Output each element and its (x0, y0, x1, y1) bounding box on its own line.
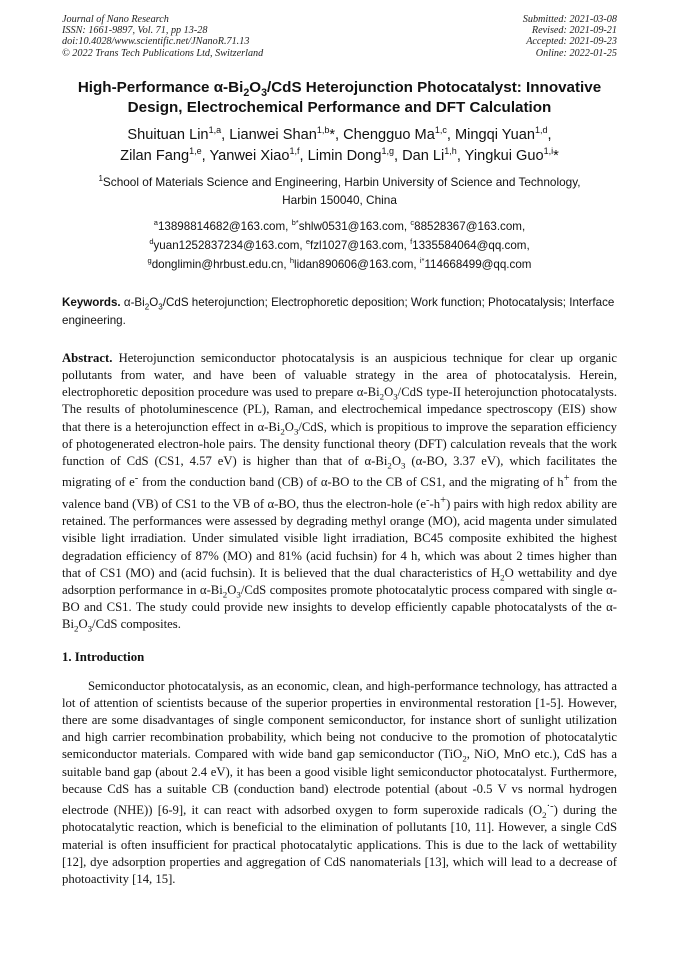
title-part: /CdS Heterojunction Photocatalyst: Innovative (266, 78, 602, 96)
affiliation-line-1: School of Materials Science and Engineering, Harbin University of Science and Technology, (102, 174, 581, 189)
author: Mingqi Yuan$^{1,d}$, (454, 124, 552, 143)
introduction-paragraph: Semiconductor photocatalysis, as an economic, clean, and high-performance technology, has attracted a lot of attention of scientists because of the superior properties in environmental restoration [1-5]. However, there are some disadvantages of single component semiconductor, for instance short of sunlight utilization and high carrier recombination probability, which being not conducive to the promotion of photocatalytic semiconductor materials. Compared with wide band gap semiconductor (TiO$_2$, NiO, MnO etc.), CdS has a suitable band gap (about 2.4 eV), it has been a good visible light semiconductor photocatalyst. Furthermore, because CdS has a suitable CB (conduction band) electrode potential (about -0.5 V vs normal hydrogen electrode (NHE)) [6-9], it can react with adsorbed oxygen to form superoxide radicals $(O_2^{\cdot-})$ during the photocatalytic reaction, which is beneficial to the elimination of pollutants [10, 11]. However, a single CdS material is often insufficient for practical photocatalytic applications. This is due to the lack of wettability [12], dye adsorption properties and aggregation of CdS nanomaterials [13], which will lead to a decrease of photoactivity [14, 15]. (62, 678, 618, 886)
title-subscript: 2 (243, 86, 250, 99)
author: Limin Dong$^{1,g}$, (307, 145, 403, 164)
doi-line[interactable]: doi:10.4028/www.scientific.net/JNanoR.71.13 (62, 36, 250, 48)
email-entry[interactable]: $^a$13898814682@163.com, (153, 217, 292, 233)
affiliation (62, 173, 617, 209)
journal-name: Journal of Nano Research (62, 14, 169, 25)
revised-date: Revised: 2021-09-21 (531, 25, 617, 37)
author: Chengguo Ma$^{1,c}$, (343, 124, 455, 143)
abstract-label: Abstract. (62, 350, 113, 365)
email-entry[interactable]: $^c$88528367@163.com, (410, 217, 526, 233)
copyright-line: © 2022 Trans Tech Publications Ltd, Switzerland (62, 47, 264, 59)
email-entry[interactable]: $^{b*}$shlw0531@163.com, (291, 217, 411, 233)
email-entry[interactable]: $^e$fzl1027@163.com, (305, 236, 411, 252)
author-list (62, 125, 617, 167)
email-entry[interactable]: $^d$yuan1252837234@163.com, (149, 236, 306, 252)
author: Yanwei Xiao$^{1,f}$, (209, 145, 308, 164)
title-part: High-Performance α-Bi (77, 78, 244, 96)
header-left (62, 14, 263, 59)
journal-header (62, 14, 617, 59)
submitted-date: Submitted: 2021-03-08 (522, 14, 617, 25)
keywords-label: Keywords. (62, 295, 121, 309)
email-entry[interactable]: $^g$donglimin@hrbust.edu.cn, (147, 255, 290, 271)
author: Yingkui Guo$^{1,i}$* (464, 145, 559, 164)
title-part: O (249, 78, 262, 96)
email-entry[interactable]: $^{i*}$114668499@qq.com (419, 255, 532, 271)
abstract: Abstract. Heterojunction semiconductor photocatalysis is an auspicious technique for clear up organic pollutants from water, and have been of valuable strategy in the area of photocatalysis. Herein, electrophoretic deposition procedure was used to prepare $\alpha-Bi_2O_3$/CdS type-II heterojunction photocatalysts. The results of photoluminescence (PL), Raman, and electrochemical impedance spectroscopy (EIS) show that there is a heterojunction effect in $\alpha-Bi_2O_3$/CdS, which is propitious to improve the separation efficiency of photogenerated electron-hole pairs. The density functional theory (DFT) calculation reveals that the work function of CdS (CS1, 4.57 eV) is higher than that of $\alpha-Bi_2O_3$ (α-BO, 3.37 eV), which facilitates the migrating of e- from the conduction band (CB) of α-BO to the CB of CS1, and the migrating of h+ from the valence band (VB) of CS1 to the VB of α-BO, thus the electron-hole (e--h+) pairs with high redox ability are retained. The performances were assessed by degrading methyl orange (MO), acid magenta under simulated visible light irradiation. Under simulated visible light irradiation, BC45 composite exhibited the highest degradation efficiency of 87% (MO) and 81% (acid fuchsin) for 4 h, which was about 2 times higher than that of CS1 (MO) and (acid fuchsin). It is believed that the dual characteristics of $H_2O$ wettability and dye adsorption performance in $\alpha-Bi_2O_3$/CdS composites promote photocatalytic process compared with single α-BO and CS1. The study could provide new insights to develop efficiently capable photocatalysts of the $\alpha-Bi_2O_3$/CdS composites. (62, 350, 618, 634)
title-line-2: Design, Electrochemical Performance and DFT Calculation (127, 98, 552, 116)
header-right (523, 14, 617, 59)
author: Zilan Fang$^{1,e}$, (120, 145, 210, 164)
accepted-date: Accepted: 2021-09-23 (526, 36, 617, 48)
author: Shuituan Lin$^{1,a}$, (127, 124, 230, 143)
keywords: Keywords. $\alpha-Bi_2O_3$/CdS heterojunction; Electrophoretic deposition; Work function; Photocatalysis; Interface engineering. (62, 295, 615, 327)
affiliation-line-2: Harbin 150040, China (282, 192, 397, 207)
paper-title (62, 78, 617, 118)
issn-line: ISSN: 1661-9897, Vol. 71, pp 13-28 (62, 25, 208, 37)
paper-page (62, 14, 617, 888)
affiliation-marker: 1 (98, 173, 103, 183)
section-heading-introduction: 1. Introduction (62, 649, 145, 664)
email-entry[interactable]: $^h$lidan890606@163.com, (289, 255, 420, 271)
online-date: Online: 2022-01-25 (535, 47, 617, 59)
email-list (62, 217, 617, 274)
title-subscript: 3 (261, 86, 267, 99)
email-entry[interactable]: $^f$1335584064@qq.com, (410, 236, 530, 252)
author: Lianwei Shan$^{1,b}$*, (229, 124, 344, 143)
author: Dan Li$^{1,h}$, (402, 145, 465, 164)
